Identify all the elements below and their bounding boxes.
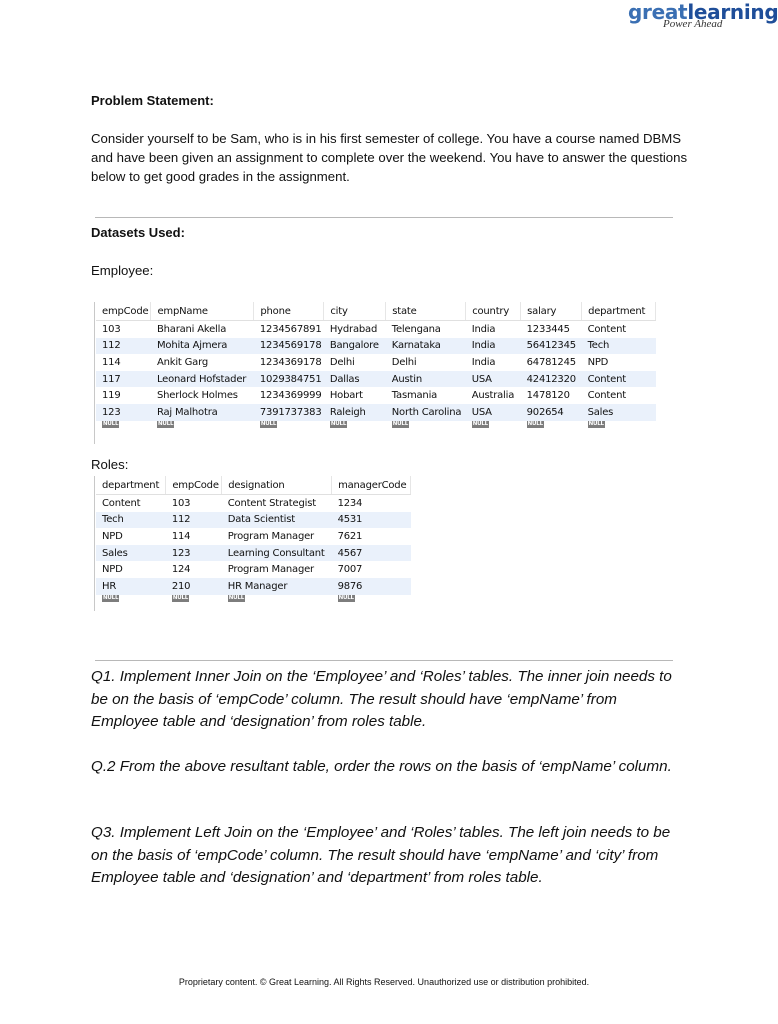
roles-table-edge xyxy=(94,476,95,611)
null-cell xyxy=(96,421,151,432)
table-cell: Content xyxy=(582,371,656,388)
roles-column-header: empCode xyxy=(166,476,222,495)
table-cell: 103 xyxy=(171,497,191,509)
table-cell: 1234369999 xyxy=(259,390,322,402)
null-badge: NULL xyxy=(260,420,277,427)
null-cell xyxy=(222,595,332,606)
null-badge: NULL xyxy=(172,594,189,601)
table-cell: Mohita Ajmera xyxy=(151,338,254,355)
null-cell xyxy=(254,421,324,432)
table-cell: 1029384751 xyxy=(254,371,324,388)
table-cell: 124 xyxy=(171,564,191,576)
divider-bottom xyxy=(95,660,673,661)
table-cell: 64781245 xyxy=(526,356,576,368)
table-cell: Sales xyxy=(96,545,166,562)
table-cell: Raj Malhotra xyxy=(151,404,254,421)
table-cell: India xyxy=(466,338,521,355)
employee-column-header: country xyxy=(466,302,521,321)
datasets-heading: Datasets Used: xyxy=(91,225,185,240)
employee-column-header: state xyxy=(386,302,466,321)
table-cell: Ankit Garg xyxy=(156,356,208,368)
table-cell: Program Manager xyxy=(227,564,314,576)
employee-table xyxy=(96,302,656,432)
null-badge: NULL xyxy=(157,420,174,427)
null-badge: NULL xyxy=(338,594,354,601)
roles-label: Roles: xyxy=(91,457,129,472)
null-badge: NULL xyxy=(472,420,488,427)
table-cell: 1233445 xyxy=(526,323,570,335)
null-cell xyxy=(332,595,411,606)
table-row xyxy=(96,512,411,529)
table-cell: NPD xyxy=(102,530,123,542)
null-cell xyxy=(466,421,521,432)
table-cell: Tasmania xyxy=(391,390,438,402)
question-1: Q1. Implement Inner Join on the ‘Employee’ and ‘Roles’ tables. The inner join needs to be on the basis of ‘empCode’ column. The result should have ‘empName’ from Employee table and ‘designation’ from roles table. xyxy=(91,668,672,730)
table-cell: 117 xyxy=(96,371,151,388)
roles-column-header: designation xyxy=(222,476,332,495)
null-badge: NULL xyxy=(392,420,409,427)
table-cell: 112 xyxy=(166,512,222,529)
table-row xyxy=(96,404,656,421)
table-row xyxy=(96,528,411,545)
table-cell: 56412345 xyxy=(521,338,582,355)
table-cell: 1234369178 xyxy=(259,356,322,368)
table-cell: NPD xyxy=(587,356,609,368)
table-cell: Content Strategist xyxy=(227,497,316,509)
null-cell xyxy=(521,421,582,432)
table-cell: India xyxy=(471,356,496,368)
table-cell: HR xyxy=(96,578,166,595)
employee-column-header: city xyxy=(324,302,386,321)
employee-table-edge xyxy=(94,302,95,444)
table-row xyxy=(96,354,656,371)
null-row xyxy=(96,421,656,432)
question-2: Q.2 From the above resultant table, order the rows on the basis of ‘empName’ column. xyxy=(91,758,672,775)
table-cell: 42412320 xyxy=(521,371,582,388)
table-cell: Content xyxy=(102,497,141,509)
table-row xyxy=(96,387,656,404)
table-cell: 210 xyxy=(166,578,222,595)
table-cell: Sales xyxy=(582,404,656,421)
employee-column-header: department xyxy=(582,302,656,321)
null-badge: NULL xyxy=(330,420,347,427)
null-badge: NULL xyxy=(103,594,119,601)
table-cell: Austin xyxy=(386,371,466,388)
table-cell: 1234 xyxy=(337,497,363,509)
table-cell: Delhi xyxy=(329,356,355,368)
table-cell: Hobart xyxy=(329,390,363,402)
table-cell: 7007 xyxy=(337,564,363,576)
question-3: Q3. Implement Left Join on the ‘Employee’ and ‘Roles’ tables. The left join needs to be on the basis of ‘empCode’ column. The result should have ‘empName’ and ‘city’ from Employee table and ‘designation’ and ‘department’ from roles table. xyxy=(91,824,671,886)
problem-heading: Problem Statement: xyxy=(91,93,214,108)
table-cell: USA xyxy=(466,371,521,388)
table-cell: Karnataka xyxy=(386,338,466,355)
null-cell xyxy=(582,421,656,432)
null-cell xyxy=(386,421,466,432)
problem-text: Consider yourself to be Sam, who is in his first semester of college. You have a course named DBMS and have been given an assignment to complete over the weekend. You have to answer the questions below to get good grades in the assignment. xyxy=(91,131,688,184)
logo-learning-text: learning xyxy=(687,0,778,24)
table-cell: Learning Consultant xyxy=(222,545,332,562)
employee-column-header: phone xyxy=(254,302,324,321)
table-cell: 114 xyxy=(102,356,121,368)
employee-column-header: empName xyxy=(151,302,254,321)
table-cell: Australia xyxy=(471,390,515,402)
table-cell: Data Scientist xyxy=(222,512,332,529)
employee-header-row xyxy=(96,302,656,321)
logo-tagline: Power Ahead xyxy=(663,18,723,30)
table-row xyxy=(96,495,411,512)
table-cell: 123 xyxy=(96,404,151,421)
table-cell: HR Manager xyxy=(222,578,332,595)
employee-column-header: empCode xyxy=(96,302,151,321)
table-cell: 114 xyxy=(171,530,191,542)
table-cell: Content xyxy=(587,323,626,335)
null-cell xyxy=(96,595,166,606)
table-cell: 7391737383 xyxy=(254,404,324,421)
null-badge: NULL xyxy=(228,594,245,601)
table-cell: Telengana xyxy=(391,323,441,335)
table-cell: 123 xyxy=(166,545,222,562)
roles-header-row xyxy=(96,476,411,495)
table-cell: 119 xyxy=(102,390,121,402)
table-cell: Leonard Hofstader xyxy=(151,371,254,388)
divider-top xyxy=(95,217,673,218)
table-cell: Sherlock Holmes xyxy=(156,390,238,402)
table-cell: Content xyxy=(587,390,626,402)
table-cell: Delhi xyxy=(391,356,417,368)
table-cell: 112 xyxy=(96,338,151,355)
table-cell: Bharani Akella xyxy=(156,323,227,335)
logo-great-text: great xyxy=(628,0,688,24)
table-cell: Hydrabad xyxy=(329,323,378,335)
roles-table xyxy=(96,476,411,606)
table-cell: Tech xyxy=(582,338,656,355)
table-cell: 4531 xyxy=(332,512,411,529)
employee-label: Employee: xyxy=(91,263,154,278)
null-row xyxy=(96,595,411,606)
null-cell xyxy=(166,595,222,606)
table-cell: 1234569178 xyxy=(254,338,324,355)
table-cell: NPD xyxy=(102,564,123,576)
table-row xyxy=(96,371,656,388)
null-cell xyxy=(151,421,254,432)
null-badge: NULL xyxy=(588,420,604,427)
table-cell: Raleigh xyxy=(324,404,386,421)
table-cell: 1478120 xyxy=(526,390,570,402)
null-badge: NULL xyxy=(527,420,543,427)
great-learning-logo xyxy=(628,0,778,30)
table-cell: Bangalore xyxy=(324,338,386,355)
table-cell: North Carolina xyxy=(386,404,466,421)
table-cell: 4567 xyxy=(332,545,411,562)
table-cell: Tech xyxy=(96,512,166,529)
table-cell: 9876 xyxy=(332,578,411,595)
employee-column-header: salary xyxy=(521,302,582,321)
null-badge: NULL xyxy=(103,420,119,427)
table-row xyxy=(96,321,656,338)
null-cell xyxy=(324,421,386,432)
table-cell: 1234567891 xyxy=(259,323,322,335)
table-cell: 7621 xyxy=(337,530,363,542)
roles-column-header: managerCode xyxy=(332,476,411,495)
table-cell: Dallas xyxy=(324,371,386,388)
footer-copyright: Proprietary content. © Great Learning. All Rights Reserved. Unauthorized use or distribution prohibited. xyxy=(178,977,590,987)
table-row xyxy=(96,561,411,578)
table-row xyxy=(96,578,411,595)
table-cell: 103 xyxy=(102,323,121,335)
table-row xyxy=(96,338,656,355)
table-row xyxy=(96,545,411,562)
table-cell: 902654 xyxy=(521,404,582,421)
table-cell: India xyxy=(471,323,496,335)
roles-column-header: department xyxy=(96,476,166,495)
table-cell: USA xyxy=(466,404,521,421)
table-cell: Program Manager xyxy=(227,530,314,542)
